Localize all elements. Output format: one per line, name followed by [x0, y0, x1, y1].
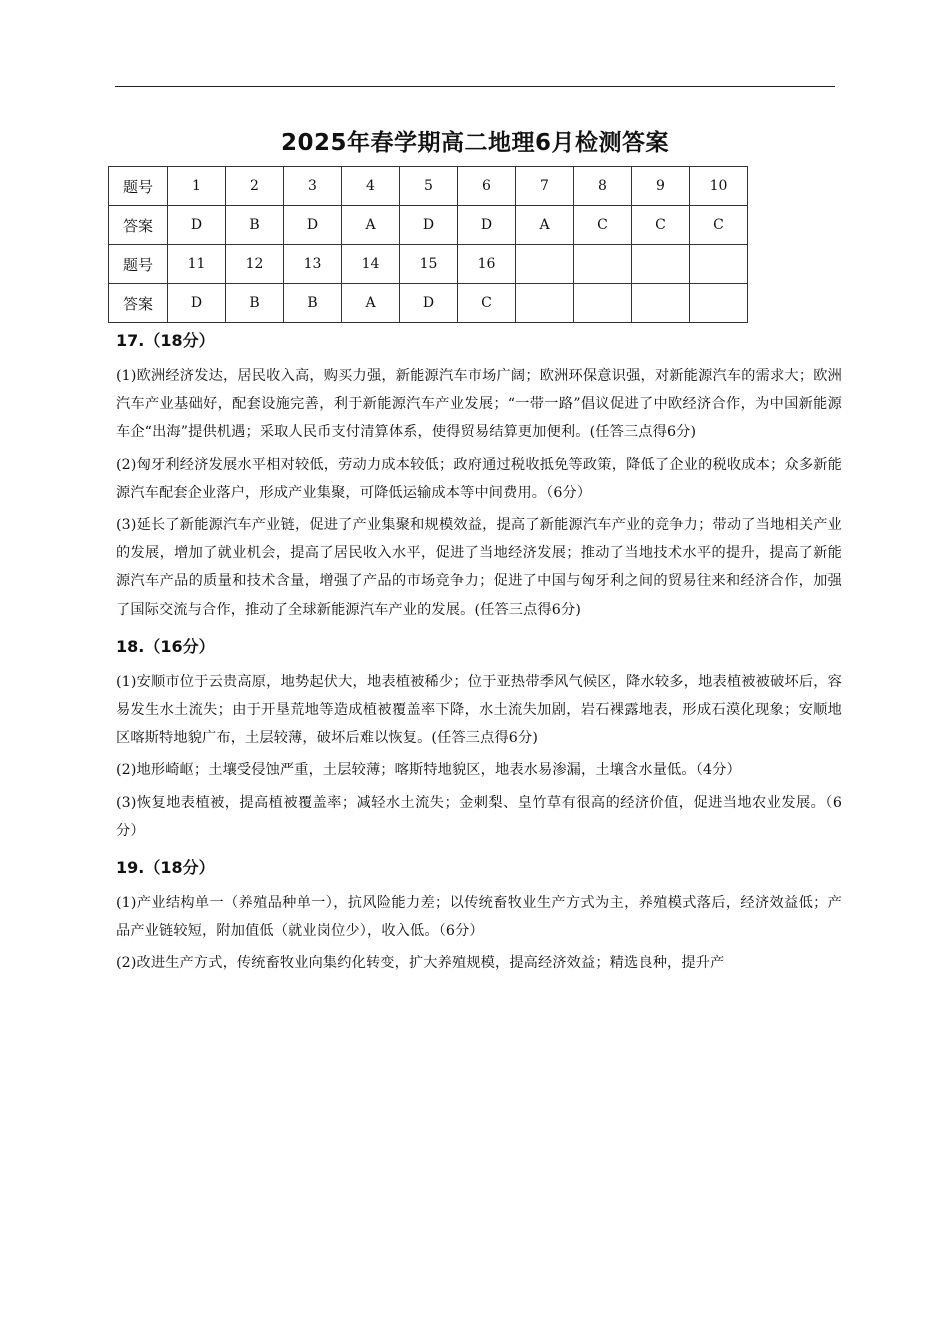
table-cell: C: [574, 206, 632, 245]
answer-paragraph: (3)延长了新能源汽车产业链，促进了产业集聚和规模效益，提高了新能源汽车产业的竞争力；带动了当地相关产业的发展，增加了就业机会，提高了居民收入水平，促进了当地经济发展；推动了当地技术水平的提升，提高了新能源汽车产品的质量和技术含量，增强了产品的市场竞争力；促进了中国与匈牙利之间的贸易往来和经济合作，加强了国际交流与合作，推动了全球新能源汽车产业的发展。(任答三点得6分): [116, 517, 842, 618]
table-row: [109, 206, 748, 245]
table-cell: B: [226, 206, 284, 245]
table-cell: 13: [284, 245, 342, 284]
table-cell: C: [458, 284, 516, 323]
table-cell: 1: [168, 167, 226, 206]
answer-paragraph: (2)地形崎岖；土壤受侵蚀严重，土层较薄；喀斯特地貌区，地表水易渗漏，土壤含水量低。（4分）: [116, 762, 741, 779]
table-cell: 6: [458, 167, 516, 206]
question-heading: 19.（18分）: [116, 858, 215, 878]
table-row: [109, 167, 748, 206]
table-cell: [516, 284, 574, 323]
table-cell: D: [400, 206, 458, 245]
question-number-label: 题号: [109, 167, 168, 206]
table-cell: 7: [516, 167, 574, 206]
table-cell: 3: [284, 167, 342, 206]
page-title: 2025年春学期高二地理6月检测答案: [280, 130, 670, 156]
table-cell: 4: [342, 167, 400, 206]
table-cell: B: [226, 284, 284, 323]
table-cell: 11: [168, 245, 226, 284]
table-cell: 12: [226, 245, 284, 284]
table-cell: 14: [342, 245, 400, 284]
table-cell: C: [690, 206, 748, 245]
table-cell: D: [284, 206, 342, 245]
answer-paragraph: (1)欧洲经济发达，居民收入高，购买力强，新能源汽车市场广阔；欧洲环保意识强，对新能源汽车的需求大；欧洲汽车产业基础好，配套设施完善，利于新能源汽车产业发展；“一带一路”倡议促进了中欧经济合作，为中国新能源车企“出海”提供机遇；采取人民币支付清算体系，使得贸易结算更加便利。(任答三点得6分): [116, 368, 842, 441]
header-rule: [115, 86, 835, 87]
table-cell: 16: [458, 245, 516, 284]
table-row: [109, 245, 748, 284]
table-cell: [690, 245, 748, 284]
question-18: [116, 634, 842, 845]
answer-paragraph: (1)产业结构单一（养殖品种单一），抗风险能力差；以传统畜牧业生产方式为主，养殖模式落后，经济效益低；产品产业链较短，附加值低（就业岗位少），收入低。（6分）: [116, 895, 842, 940]
table-cell: 5: [400, 167, 458, 206]
table-cell: D: [400, 284, 458, 323]
table-cell: B: [284, 284, 342, 323]
answer-paragraph: (1)安顺市位于云贵高原，地势起伏大，地表植被稀少；位于亚热带季风气候区，降水较多，地表植被被破坏后，容易发生水土流失；由于开垦荒地等造成植被覆盖率下降，水土流失加剧，岩石裸露地表，形成石漠化现象；安顺地区喀斯特地貌广布，土层较薄，破坏后难以恢复。(任答三点得6分): [116, 673, 842, 747]
question-17: [116, 328, 842, 624]
question-19: [116, 855, 842, 978]
table-cell: [574, 284, 632, 323]
table-cell: [632, 245, 690, 284]
table-cell: 10: [690, 167, 748, 206]
table-cell: 2: [226, 167, 284, 206]
table-cell: 15: [400, 245, 458, 284]
answer-table: [108, 166, 748, 323]
table-row: [109, 284, 748, 323]
table-cell: [632, 284, 690, 323]
table-cell: A: [342, 284, 400, 323]
table-cell: A: [516, 206, 574, 245]
question-heading: 17.（18分）: [116, 331, 215, 350]
answer-label: 答案: [109, 284, 168, 323]
answer-paragraph: (2)改进生产方式，传统畜牧业向集约化转变，扩大养殖规模，提高经济效益；精选良种，提升产: [116, 955, 725, 972]
table-cell: [574, 245, 632, 284]
table-cell: D: [168, 206, 226, 245]
table-cell: [690, 284, 748, 323]
question-number-label: 题号: [109, 245, 168, 284]
table-cell: 8: [574, 167, 632, 206]
table-cell: [516, 245, 574, 284]
table-cell: C: [632, 206, 690, 245]
question-heading: 18.（16分）: [116, 636, 215, 656]
table-cell: 9: [632, 167, 690, 206]
answer-paragraph: (3)恢复地表植被，提高植被覆盖率；减轻水土流失；金刺梨、皇竹草有很高的经济价值，促进当地农业发展。（6分）: [116, 794, 842, 839]
table-cell: A: [342, 206, 400, 245]
answer-label: 答案: [109, 206, 168, 245]
answer-content: [116, 328, 842, 988]
answer-paragraph: (2)匈牙利经济发展水平相对较低，劳动力成本较低；政府通过税收抵免等政策，降低了企业的税收成本；众多新能源汽车配套企业落户，形成产业集聚，可降低运输成本等中间费用。（6分）: [116, 456, 842, 501]
table-cell: D: [458, 206, 516, 245]
table-cell: D: [168, 284, 226, 323]
